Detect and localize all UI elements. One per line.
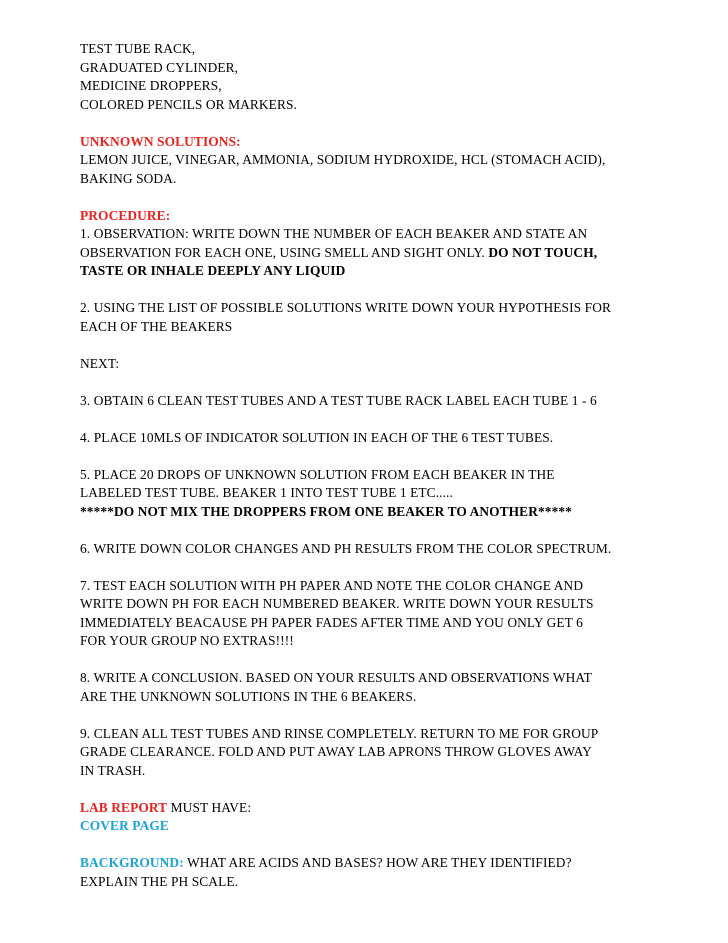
spacer — [80, 836, 680, 855]
background-text: EXPLAIN THE PH SCALE. — [80, 873, 239, 889]
step-9-text: GRADE CLEARANCE. FOLD AND PUT AWAY LAB APRONS THROW GLOVES AWAY — [80, 744, 592, 759]
spacer — [80, 188, 680, 207]
lab-report-heading-line — [80, 799, 680, 818]
procedure-section — [80, 207, 680, 781]
lab-report-heading-rest: MUST HAVE: — [167, 799, 252, 815]
spacer — [80, 706, 680, 725]
step-7-text: IMMEDIATELY BEACAUSE PH PAPER FADES AFTER TIME AND YOU ONLY GET 6 — [80, 614, 583, 630]
materials-list — [80, 40, 680, 114]
material-item: COLORED PENCILS OR MARKERS. — [80, 96, 297, 112]
step-5-warning: *****DO NOT MIX THE DROPPERS FROM ONE BEAKER TO ANOTHER***** — [80, 503, 572, 519]
cover-page-item: COVER PAGE — [80, 818, 169, 833]
step-1-text — [80, 244, 680, 263]
unknown-solutions-text: BAKING SODA. — [80, 170, 177, 186]
material-item: MEDICINE DROPPERS, — [80, 78, 222, 93]
lab-report-heading: LAB REPORT — [80, 799, 168, 815]
step-7-text: WRITE DOWN PH FOR EACH NUMBERED BEAKER. WRITE DOWN YOUR RESULTS — [80, 596, 594, 611]
step-4-text: 4. PLACE 10MLS OF INDICATOR SOLUTION IN EACH OF THE 6 TEST TUBES. — [80, 429, 554, 445]
step-8-text: 8. WRITE A CONCLUSION. BASED ON YOUR RESULTS AND OBSERVATIONS WHAT — [80, 670, 592, 685]
lab-report-section — [80, 799, 680, 892]
step-1-warning: TASTE OR INHALE DEEPLY ANY LIQUID — [80, 263, 346, 278]
spacer — [80, 373, 680, 392]
step-7-text: FOR YOUR GROUP NO EXTRAS!!!! — [80, 633, 294, 648]
step-2-text: 2. USING THE LIST OF POSSIBLE SOLUTIONS WRITE DOWN YOUR HYPOTHESIS FOR — [80, 300, 611, 315]
step-9-text: IN TRASH. — [80, 762, 146, 778]
step-3-text: 3. OBTAIN 6 CLEAN TEST TUBES AND A TEST TUBE RACK LABEL EACH TUBE 1 - 6 — [80, 392, 597, 408]
spacer — [80, 447, 680, 466]
step-9-text: 9. CLEAN ALL TEST TUBES AND RINSE COMPLETELY. RETURN TO ME FOR GROUP — [80, 725, 599, 741]
material-item: GRADUATED CYLINDER, — [80, 59, 239, 75]
unknown-solutions-text: LEMON JUICE, VINEGAR, AMMONIA, SODIUM HYDROXIDE, HCL (STOMACH ACID), — [80, 152, 606, 167]
spacer — [80, 780, 680, 799]
step-8-text: ARE THE UNKNOWN SOLUTIONS IN THE 6 BEAKERS. — [80, 688, 417, 704]
step-1-plain: OBSERVATION FOR EACH ONE, USING SMELL AND SIGHT ONLY. — [80, 244, 489, 260]
spacer — [80, 410, 680, 429]
step-1-warning: DO NOT TOUCH, — [488, 244, 598, 260]
procedure-heading: PROCEDURE: — [80, 207, 171, 223]
spacer — [80, 651, 680, 670]
spacer — [80, 281, 680, 300]
background-label: BACKGROUND: — [80, 855, 184, 870]
next-label: NEXT: — [80, 355, 120, 371]
step-1-text: 1. OBSERVATION: WRITE DOWN THE NUMBER OF EACH BEAKER AND STATE AN — [80, 226, 588, 241]
step-6-text: 6. WRITE DOWN COLOR CHANGES AND PH RESULTS FROM THE COLOR SPECTRUM. — [80, 540, 612, 556]
spacer — [80, 521, 680, 540]
step-5-text: LABELED TEST TUBE. BEAKER 1 INTO TEST TUBE 1 ETC..... — [80, 485, 453, 500]
background-item — [80, 854, 680, 873]
unknown-solutions-section — [80, 133, 680, 189]
spacer — [80, 558, 680, 577]
material-item: TEST TUBE RACK, — [80, 41, 196, 56]
step-7-text: 7. TEST EACH SOLUTION WITH PH PAPER AND NOTE THE COLOR CHANGE AND — [80, 577, 584, 593]
document-page — [80, 40, 680, 891]
unknown-solutions-heading: UNKNOWN SOLUTIONS: — [80, 133, 241, 149]
spacer — [80, 114, 680, 133]
step-5-text: 5. PLACE 20 DROPS OF UNKNOWN SOLUTION FROM EACH BEAKER IN THE — [80, 466, 555, 482]
background-text: WHAT ARE ACIDS AND BASES? HOW ARE THEY IDENTIFIED? — [183, 855, 572, 870]
spacer — [80, 336, 680, 355]
step-2-text: EACH OF THE BEAKERS — [80, 318, 233, 334]
